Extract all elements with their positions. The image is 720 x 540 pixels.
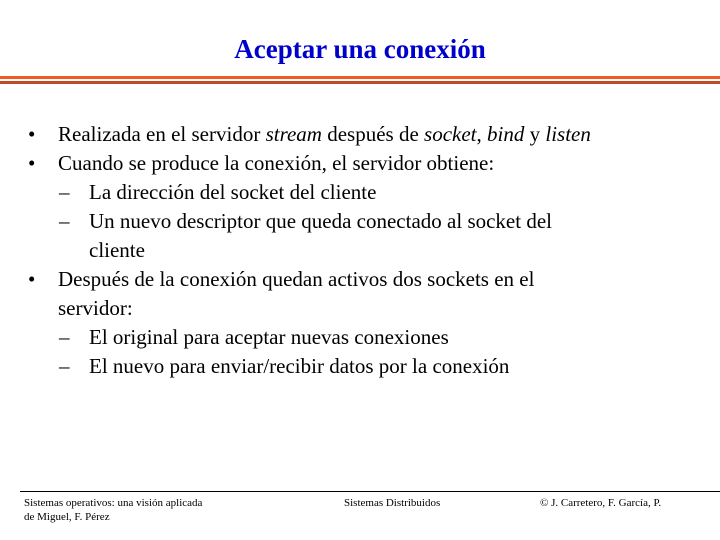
bullet-text-part: , bbox=[476, 122, 488, 146]
title-rule-bottom bbox=[0, 81, 720, 84]
sub-bullet-text: La dirección del socket del cliente bbox=[89, 180, 377, 204]
bullet-marker: • bbox=[28, 267, 36, 291]
bullet-item bbox=[28, 149, 708, 178]
sub-bullet-marker: – bbox=[59, 180, 70, 204]
sub-bullet-marker: – bbox=[59, 354, 70, 378]
bullet-text-part: y bbox=[524, 122, 546, 146]
title-rule-top bbox=[0, 76, 720, 79]
bullet-continuation: servidor: bbox=[58, 296, 133, 320]
sub-bullet-text: El nuevo para enviar/recibir datos por la conexión bbox=[89, 354, 510, 378]
slide-body bbox=[28, 120, 708, 381]
sub-bullet-text: El original para aceptar nuevas conexiones bbox=[89, 325, 449, 349]
sub-bullet-item bbox=[28, 323, 708, 352]
bullet-text-part: después de bbox=[321, 122, 425, 146]
footer-book-title: Sistemas operativos: una visión aplicada bbox=[24, 497, 203, 509]
bullet-text: Después de la conexión quedan activos dos sockets en el bbox=[58, 267, 535, 291]
bullet-text-italic: bind bbox=[487, 122, 525, 146]
sub-bullet-marker: – bbox=[59, 325, 70, 349]
footer-book-authors: de Miguel, F. Pérez bbox=[24, 511, 110, 523]
footer-book-credit bbox=[24, 496, 202, 524]
bullet-marker: • bbox=[28, 122, 36, 146]
bullet-text-part: Realizada en el servidor bbox=[58, 122, 266, 146]
bullet-text-italic: socket bbox=[424, 122, 477, 146]
sub-bullet-text: Un nuevo descriptor que queda conectado al socket del bbox=[89, 209, 552, 233]
footer-rule bbox=[20, 491, 720, 492]
sub-bullet-item bbox=[28, 352, 708, 381]
sub-bullet-item bbox=[28, 178, 708, 207]
bullet-item bbox=[28, 120, 708, 149]
sub-bullet-item bbox=[28, 207, 708, 236]
bullet-text: Cuando se produce la conexión, el servidor obtiene: bbox=[58, 151, 495, 175]
sub-bullet-marker: – bbox=[59, 209, 70, 233]
bullet-marker: • bbox=[28, 151, 36, 175]
footer-course: Sistemas Distribuidos bbox=[344, 497, 441, 509]
footer-copyright: © J. Carretero, F. García, P. bbox=[540, 497, 662, 509]
bullet-item bbox=[28, 265, 708, 294]
bullet-text-italic: listen bbox=[545, 122, 591, 146]
sub-bullet-continuation: cliente bbox=[89, 238, 145, 262]
bullet-text-italic: stream bbox=[265, 122, 322, 146]
slide-title: Aceptar una conexión bbox=[234, 34, 486, 64]
